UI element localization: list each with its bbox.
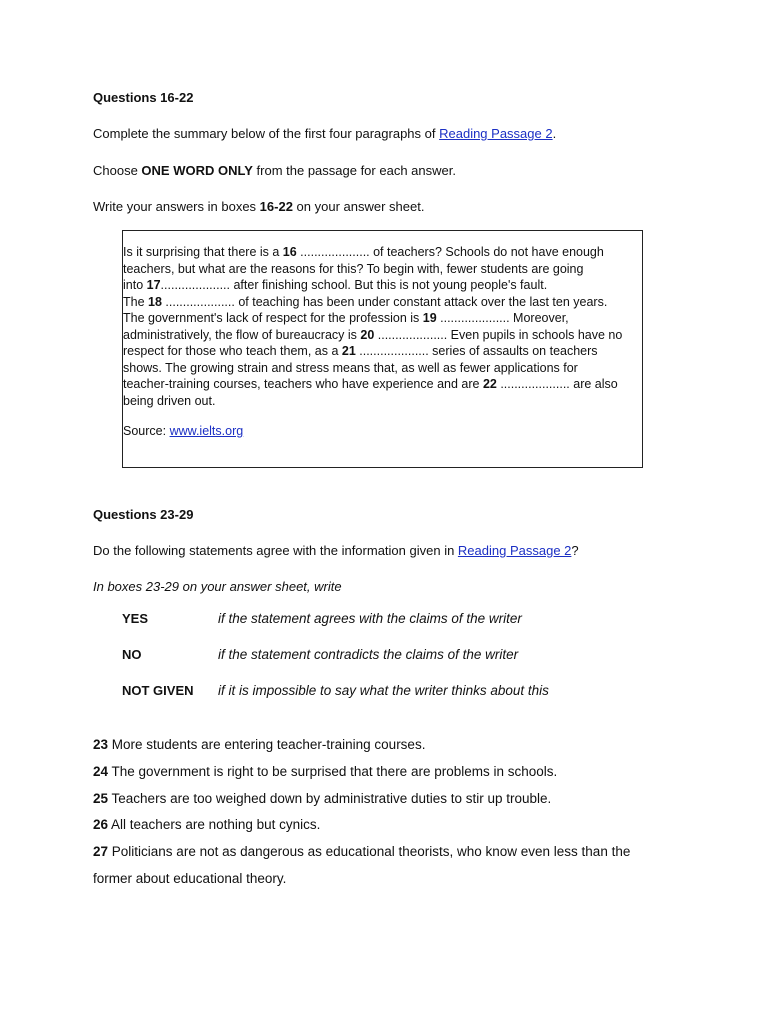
option-desc-not-given: if it is impossible to say what the writer thinks about this [218,683,549,698]
summary-line: teacher-training courses, teachers who have experience and are 22 .................... are also [123,377,618,391]
statement-23: 23 More students are entering teacher-training courses. [93,737,426,752]
section2-heading: Questions 23-29 [93,507,194,522]
option-desc-no: if the statement contradicts the claims of the writer [218,647,519,662]
statement-27: 27 Politicians are not as dangerous as educational theorists, who know even less than the [93,844,631,859]
option-label-not-given: NOT GIVEN [122,683,194,698]
statement-27-continuation: former about educational theory. [93,871,287,886]
option-label-no: NO [122,647,142,662]
source-link[interactable]: www.ielts.org [169,424,244,438]
statement-26: 26 All teachers are nothing but cynics. [93,817,321,832]
statement-24: 24 The government is right to be surprised that there are problems in schools. [93,764,558,779]
option-label-yes: YES [122,611,149,626]
statement-25: 25 Teachers are too weighed down by administrative duties to stir up trouble. [93,791,552,806]
summary-source: Source: www.ielts.org [123,424,244,438]
summary-line: teachers, but what are the reasons for this? To begin with, fewer students are going [123,261,584,276]
summary-line: The 18 .................... of teaching has been under constant attack over the last ten years. [123,294,608,309]
reading-passage-link[interactable]: Reading Passage 2 [439,126,553,141]
summary-line: shows. The growing strain and stress means that, as well as fewer applications for [123,360,578,375]
reading-passage-link[interactable]: Reading Passage 2 [457,543,572,558]
section2-instruction-2: In boxes 23-29 on your answer sheet, write [93,579,342,594]
option-desc-yes: if the statement agrees with the claims of the writer [218,611,522,626]
summary-line: Is it surprising that there is a 16 .................... of teachers? Schools do not have enough [123,245,604,259]
summary-line: respect for those who teach them, as a 21 .................... series of assaults on teachers [123,344,598,358]
summary-line: being driven out. [123,393,216,408]
summary-text [123,244,643,440]
section1-heading: Questions 16-22 [93,90,194,105]
section2-instruction-1: Do the following statements agree with the information given in Reading Passage 2? [93,543,579,558]
summary-line: The government's lack of respect for the profession is 19 .................... Moreover, [123,311,569,325]
section1-instruction-3: Write your answers in boxes 16-22 on your answer sheet. [93,199,425,214]
summary-line: into 17.................... after finishing school. But this is not young people's fault. [123,278,548,292]
summary-line: administratively, the flow of bureaucracy is 20 .................... Even pupils in schools have no [123,327,623,342]
section1-instruction-2: Choose ONE WORD ONLY from the passage for each answer. [93,163,456,178]
section1-instruction-1: Complete the summary below of the first four paragraphs of Reading Passage 2. [93,126,557,141]
